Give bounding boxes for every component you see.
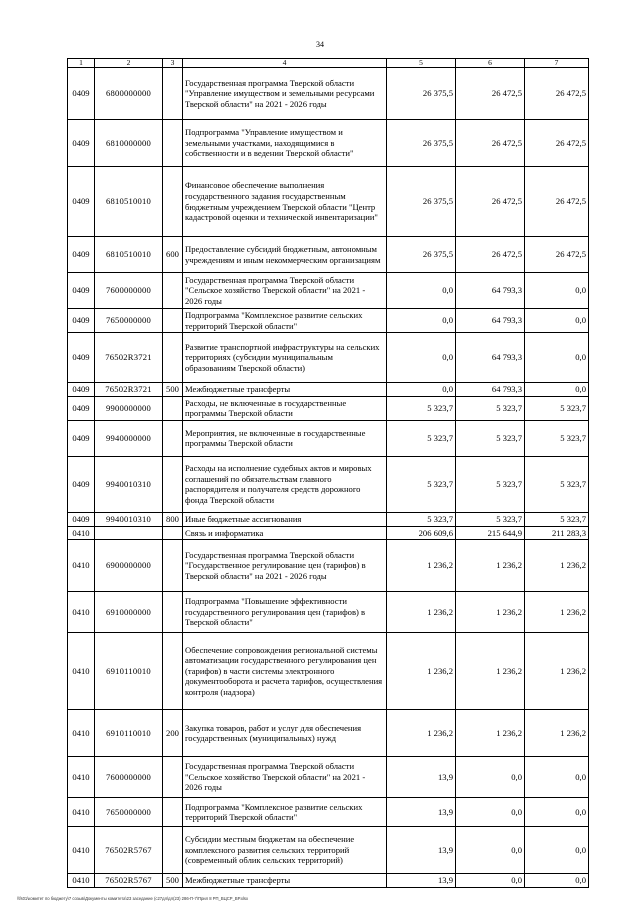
amount-2022-cell: 0,0 [456,827,525,874]
target-code-cell: 9900000000 [95,396,163,420]
amount-2021-cell: 0,0 [387,333,456,383]
item-name-cell: Связь и информатика [183,526,387,540]
budget-table [67,58,589,888]
amount-2021-cell: 26 375,5 [387,120,456,167]
amount-2022-cell: 64 793,3 [456,309,525,333]
amount-2023-cell: 5 323,7 [525,512,589,526]
item-name-cell: Финансовое обеспечение выполнения государственного задания государственным бюджетным учреждением Тверской области "Центр кадастровой оценки и технической инвентаризации" [183,167,387,237]
section-code-cell: 0409 [68,333,95,383]
target-code-cell: 9940010310 [95,456,163,512]
target-code-cell: 7650000000 [95,798,163,827]
amount-2023-cell: 26 472,5 [525,167,589,237]
section-code-cell: 0409 [68,512,95,526]
section-code-cell: 0409 [68,273,95,309]
section-code-cell: 0409 [68,383,95,397]
table-row [68,592,589,633]
target-code-cell: 7650000000 [95,309,163,333]
amount-2021-cell: 13,9 [387,798,456,827]
amount-2023-cell: 211 283,3 [525,526,589,540]
amount-2023-cell: 5 323,7 [525,396,589,420]
expense-type-cell [163,592,183,633]
amount-2021-cell: 0,0 [387,309,456,333]
expense-type-cell [163,167,183,237]
expense-type-cell [163,456,183,512]
column-header: 4 [183,59,387,68]
amount-2021-cell: 5 323,7 [387,456,456,512]
amount-2023-cell: 0,0 [525,827,589,874]
expense-type-cell [163,120,183,167]
item-name-cell: Закупка товаров, работ и услуг для обеспечения государственных (муниципальных) нужд [183,710,387,757]
target-code-cell: 9940000000 [95,420,163,456]
column-header: 6 [456,59,525,68]
expense-type-cell [163,420,183,456]
table-row [68,383,589,397]
section-code-cell: 0409 [68,396,95,420]
expense-type-cell [163,540,183,592]
section-code-cell: 0410 [68,827,95,874]
expense-type-cell [163,798,183,827]
target-code-cell [95,526,163,540]
amount-2023-cell: 0,0 [525,383,589,397]
amount-2021-cell: 206 609,6 [387,526,456,540]
item-name-cell: Подпрограмма "Комплексное развитие сельских территорий Тверской области" [183,309,387,333]
item-name-cell: Подпрограмма "Повышение эффективности государственного регулирования цен (тарифов) в Тверской области" [183,592,387,633]
amount-2022-cell: 64 793,3 [456,383,525,397]
table-row [68,710,589,757]
section-code-cell: 0409 [68,120,95,167]
amount-2022-cell: 26 472,5 [456,167,525,237]
column-header: 1 [68,59,95,68]
table-row [68,526,589,540]
section-code-cell: 0410 [68,710,95,757]
table-header-row [68,59,589,68]
table-row [68,512,589,526]
amount-2023-cell: 26 472,5 [525,68,589,120]
amount-2023-cell: 0,0 [525,757,589,798]
expense-type-cell: 500 [163,874,183,888]
target-code-cell: 9940010310 [95,512,163,526]
amount-2022-cell: 5 323,7 [456,512,525,526]
amount-2022-cell: 1 236,2 [456,710,525,757]
table-row [68,309,589,333]
item-name-cell: Обеспечение сопровождения региональной системы автоматизации государственного регулирования цен (тарифов) в части системы электронного документооборота и расчета тарифов, осуществления контроля (надзора) [183,633,387,710]
section-code-cell: 0410 [68,874,95,888]
item-name-cell: Развитие транспортной инфраструктуры на сельских территориях (субсидии муниципальным образованиям Тверской области) [183,333,387,383]
section-code-cell: 0410 [68,526,95,540]
amount-2022-cell: 64 793,3 [456,273,525,309]
amount-2022-cell: 5 323,7 [456,396,525,420]
amount-2021-cell: 0,0 [387,273,456,309]
target-code-cell: 6810510010 [95,237,163,273]
item-name-cell: Субсидии местным бюджетам на обеспечение комплексного развития сельских территорий (современный облик сельских территорий) [183,827,387,874]
expense-type-cell [163,396,183,420]
item-name-cell: Расходы, не включенные в государственные программы Тверской области [183,396,387,420]
amount-2022-cell: 0,0 [456,874,525,888]
column-header: 5 [387,59,456,68]
target-code-cell: 6910110010 [95,633,163,710]
amount-2022-cell: 26 472,5 [456,68,525,120]
item-name-cell: Межбюджетные трансферты [183,383,387,397]
table-row [68,757,589,798]
item-name-cell: Иные бюджетные ассигнования [183,512,387,526]
amount-2022-cell: 215 644,9 [456,526,525,540]
file-path-footer: \\fs01\комитет по бюджету\7 созыв\Документы комитета\23 заседание (с27дл\дл(23) 286-П-7\Прил 8 РП_ВЦСР_ВР.xlsx [17,896,249,901]
amount-2022-cell: 1 236,2 [456,540,525,592]
amount-2022-cell: 0,0 [456,757,525,798]
amount-2021-cell: 1 236,2 [387,710,456,757]
target-code-cell: 6800000000 [95,68,163,120]
table-row [68,237,589,273]
item-name-cell: Предоставление субсидий бюджетным, автономным учреждениям и иным некоммерческим организациям [183,237,387,273]
target-code-cell: 6910110010 [95,710,163,757]
amount-2021-cell: 1 236,2 [387,592,456,633]
item-name-cell: Мероприятия, не включенные в государственные программы Тверской области [183,420,387,456]
section-code-cell: 0409 [68,68,95,120]
item-name-cell: Подпрограмма "Комплексное развитие сельских территорий Тверской области" [183,798,387,827]
expense-type-cell [163,68,183,120]
expense-type-cell [163,309,183,333]
item-name-cell: Государственная программа Тверской области "Сельское хозяйство Тверской области" на 2021 - 2026 годы [183,273,387,309]
column-header: 3 [163,59,183,68]
amount-2023-cell: 0,0 [525,309,589,333]
expense-type-cell [163,827,183,874]
target-code-cell: 7600000000 [95,273,163,309]
section-code-cell: 0409 [68,309,95,333]
amount-2022-cell: 5 323,7 [456,456,525,512]
amount-2023-cell: 1 236,2 [525,633,589,710]
table-row [68,396,589,420]
target-code-cell: 6910000000 [95,592,163,633]
target-code-cell: 76502R5767 [95,827,163,874]
amount-2022-cell: 1 236,2 [456,592,525,633]
column-header: 2 [95,59,163,68]
amount-2021-cell: 1 236,2 [387,633,456,710]
amount-2021-cell: 5 323,7 [387,396,456,420]
amount-2022-cell: 5 323,7 [456,420,525,456]
amount-2021-cell: 1 236,2 [387,540,456,592]
amount-2021-cell: 26 375,5 [387,167,456,237]
item-name-cell: Подпрограмма "Управление имуществом и земельными участками, находящимися в собственности и в ведении Тверской области" [183,120,387,167]
target-code-cell: 7600000000 [95,757,163,798]
amount-2023-cell: 1 236,2 [525,592,589,633]
expense-type-cell [163,633,183,710]
amount-2023-cell: 26 472,5 [525,120,589,167]
amount-2021-cell: 13,9 [387,757,456,798]
target-code-cell: 6810510010 [95,167,163,237]
column-header: 7 [525,59,589,68]
target-code-cell: 6900000000 [95,540,163,592]
amount-2023-cell: 0,0 [525,273,589,309]
item-name-cell: Расходы на исполнение судебных актов и мировых соглашений по обязательствам главного распорядителя и получателя средств дорожного фонда Тверской области [183,456,387,512]
section-code-cell: 0410 [68,540,95,592]
amount-2023-cell: 26 472,5 [525,237,589,273]
target-code-cell: 76502R3721 [95,333,163,383]
target-code-cell: 6810000000 [95,120,163,167]
section-code-cell: 0409 [68,167,95,237]
expense-type-cell: 800 [163,512,183,526]
expense-type-cell: 500 [163,383,183,397]
amount-2021-cell: 13,9 [387,827,456,874]
section-code-cell: 0410 [68,633,95,710]
table-row [68,540,589,592]
item-name-cell: Государственная программа Тверской области "Сельское хозяйство Тверской области" на 2021 - 2026 годы [183,757,387,798]
amount-2023-cell: 0,0 [525,798,589,827]
target-code-cell: 76502R3721 [95,383,163,397]
table-row [68,456,589,512]
table-row [68,874,589,888]
section-code-cell: 0410 [68,592,95,633]
amount-2021-cell: 13,9 [387,874,456,888]
amount-2023-cell: 1 236,2 [525,710,589,757]
amount-2022-cell: 26 472,5 [456,120,525,167]
amount-2023-cell: 5 323,7 [525,456,589,512]
table-row [68,68,589,120]
table-row [68,120,589,167]
item-name-cell: Государственная программа Тверской области "Управление имуществом и земельными ресурсами Тверской области" на 2021 - 2026 годы [183,68,387,120]
amount-2021-cell: 26 375,5 [387,237,456,273]
section-code-cell: 0409 [68,420,95,456]
expense-type-cell [163,757,183,798]
amount-2023-cell: 5 323,7 [525,420,589,456]
amount-2022-cell: 0,0 [456,798,525,827]
amount-2021-cell: 5 323,7 [387,420,456,456]
amount-2023-cell: 0,0 [525,333,589,383]
section-code-cell: 0410 [68,757,95,798]
amount-2022-cell: 1 236,2 [456,633,525,710]
expense-type-cell: 200 [163,710,183,757]
item-name-cell: Межбюджетные трансферты [183,874,387,888]
section-code-cell: 0409 [68,456,95,512]
expense-type-cell [163,526,183,540]
table-row [68,827,589,874]
amount-2021-cell: 0,0 [387,383,456,397]
table-row [68,167,589,237]
table-row [68,420,589,456]
item-name-cell: Государственная программа Тверской области "Государственное регулирование цен (тарифов) в Тверской области" на 2021 - 2026 годы [183,540,387,592]
expense-type-cell [163,273,183,309]
page-number: 34 [316,40,324,49]
table-row [68,798,589,827]
expense-type-cell [163,333,183,383]
target-code-cell: 76502R5767 [95,874,163,888]
table-row [68,333,589,383]
section-code-cell: 0410 [68,798,95,827]
table-row [68,273,589,309]
amount-2023-cell: 1 236,2 [525,540,589,592]
section-code-cell: 0409 [68,237,95,273]
expense-type-cell: 600 [163,237,183,273]
amount-2022-cell: 64 793,3 [456,333,525,383]
amount-2023-cell: 0,0 [525,874,589,888]
amount-2021-cell: 26 375,5 [387,68,456,120]
amount-2022-cell: 26 472,5 [456,237,525,273]
table-row [68,633,589,710]
amount-2021-cell: 5 323,7 [387,512,456,526]
